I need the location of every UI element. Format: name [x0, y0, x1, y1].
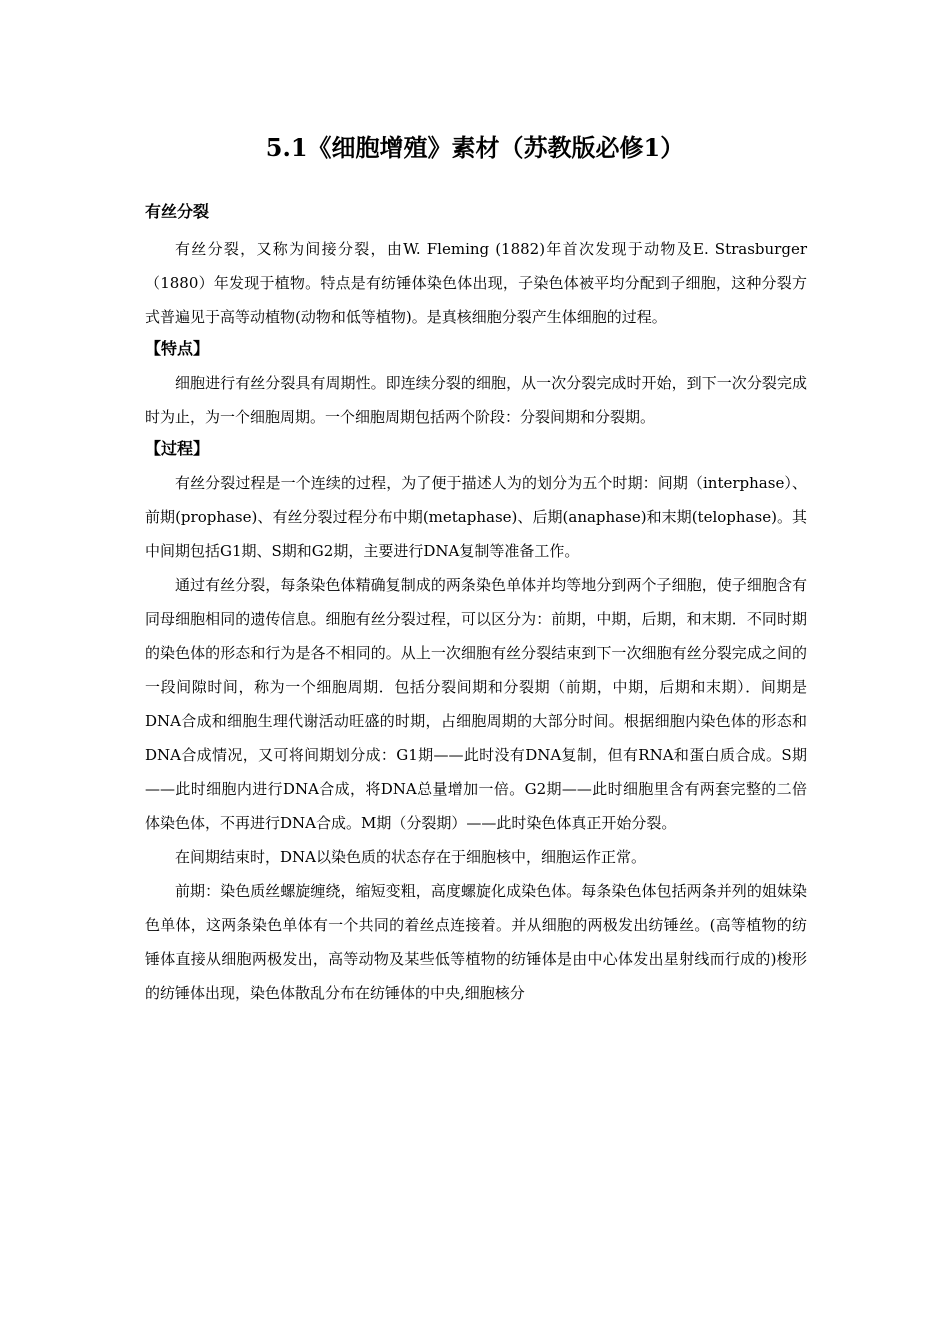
- document-title: 5.1《细胞增殖》素材（苏教版必修1）: [265, 133, 685, 162]
- document-body: [145, 196, 807, 1010]
- process-paragraph-4: 前期：染色质丝螺旋缠绕，缩短变粗，高度螺旋化成染色体。每条染色体包括两条并列的姐妹染色单体，这两条染色单体有一个共同的着丝点连接着。并从细胞的两极发出纺锤丝。(高等植物的纺锤体直接从细胞两极发出，高等动物及某些低等植物的纺锤体是由中心体发出星射线而行成的)梭形的纺锤体出现，染色体散乱分布在纺锤体的中央,细胞核分: [145, 882, 807, 1002]
- process-paragraph-2: 通过有丝分裂，每条染色体精确复制成的两条染色单体并均等地分到两个子细胞，使子细胞含有同母细胞相同的遗传信息。细胞有丝分裂过程，可以区分为：前期，中期，后期，和末期．不同时期的染色体的形态和行为是各不相同的。从上一次细胞有丝分裂结束到下一次细胞有丝分裂完成之间的一段间隙时间，称为一个细胞周期．包括分裂间期和分裂期（前期，中期，后期和末期）．间期是DNA合成和细胞生理代谢活动旺盛的时期，占细胞周期的大部分时间。根据细胞内染色体的形态和DNA合成情况，又可将间期划分成：G1期——此时没有DNA复制，但有RNA和蛋白质合成。S期——此时细胞内进行DNA合成，将DNA总量增加一倍。G2期——此时细胞里含有两套完整的二倍体染色体，不再进行DNA合成。M期（分裂期）——此时染色体真正开始分裂。: [145, 576, 807, 832]
- features-heading: 【特点】: [145, 339, 210, 358]
- features-paragraph: 细胞进行有丝分裂具有周期性。即连续分裂的细胞，从一次分裂完成时开始，到下一次分裂完成时为止，为一个细胞周期。一个细胞周期包括两个阶段：分裂间期和分裂期。: [145, 374, 807, 426]
- process-paragraph-1: 有丝分裂过程是一个连续的过程，为了便于描述人为的划分为五个时期：间期（interphase）、前期(prophase)、有丝分裂过程分布中期(metaphase)、后期(anaphase)和末期(telophase)。其中间期包括G1期、S期和G2期，主要进行DNA复制等准备工作。: [145, 474, 807, 560]
- section-heading: 有丝分裂: [145, 202, 210, 221]
- intro-paragraph: 有丝分裂，又称为间接分裂，由W. Fleming (1882)年首次发现于动物及E. Strasburger（1880）年发现于植物。特点是有纺锤体染色体出现，子染色体被平均分配到子细胞，这种分裂方式普遍见于高等动植物(动物和低等植物)。是真核细胞分裂产生体细胞的过程。: [145, 240, 807, 326]
- process-paragraph-3: 在间期结束时，DNA以染色质的状态存在于细胞核中，细胞运作正常。: [175, 848, 646, 866]
- process-heading: 【过程】: [145, 439, 210, 458]
